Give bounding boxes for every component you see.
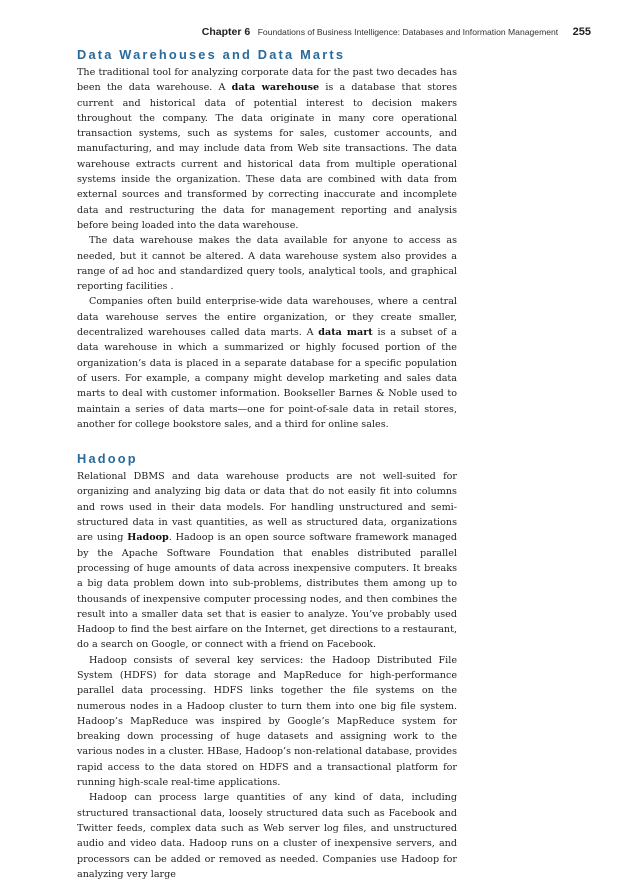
paragraph-hadoop-services: Hadoop consists of several key services: the Hadoop Distributed File System (HDFS) for data storage and MapReduce for high-performance parallel data processing. HDFS links together the file systems on the numerous nodes in a Hadoop cluster to turn them into one big file system. Hadoop’s MapReduce was inspired by Google’s MapReduce system for breaking down processing of huge datasets and assigning work to the various nodes in a cluster. HBase, Hadoop’s non-relational database, provides rapid access to the data stored on HDFS and a transactional platform for running high-scale real-time applications. [77,654,457,789]
page-body [77,46,457,882]
key-term-hadoop: Hadoop [127,532,169,544]
paragraph-data-marts: Companies often build enterprise-wide data warehouses, where a central data warehouse serves the entire organization, or they create smaller, decentralized warehouses called data marts. A data mart is a subset of a data warehouse in which a summarized or highly focused portion of the organization’s data is placed in a separate database for a specific population of users. For example, a company might develop marketing and sales data marts to deal with customer information. Bookseller Barnes & Noble used to maintain a series of data marts—one for point-of-sale data in retail stores, another for college bookstore sales, and a third for online sales. [77,296,457,430]
paragraph-hadoop-intro: Relational DBMS and data warehouse products are not well-suited for organizing and analyzing big data or data that do not easily fit into columns and rows used in their data models. For handling unstructured and semi-structured data in vast quantities, as well as structured data, organizations are using Hadoop. Hadoop is an open source software framework managed by the Apache Software Foundation that enables distributed parallel processing of huge amounts of data across inexpensive computers. It breaks a big data problem down into sub-problems, distributes them among up to thousands of inexpensive computer processing nodes, and then combines the result into a smaller data set that is easier to analyze. You’ve probably used Hadoop to find the best airfare on the Internet, get directions to a restaurant, do a search on Google, or connect with a friend on Facebook. [77,471,457,651]
running-header [60,22,591,40]
paragraph-data-warehouse-access: The data warehouse makes the data available for anyone to access as needed, but it cannot be altered. A data warehouse system also provides a range of ad hoc and standardized query tools, analytical tools, and graphical reporting facilities . [77,235,457,293]
section-heading-data-warehouses: Data Warehouses and Data Marts [77,47,346,62]
key-term-data-warehouse: data warehouse [231,82,320,94]
paragraph-data-warehouse-definition: The traditional tool for analyzing corporate data for the past two decades has been the data warehouse. A data warehouse is a database that stores current and historical data of potential interest to decision makers throughout the company. The data originate in many core operational transaction systems, such as systems for sales, customer accounts, and manufacturing, and may include data from Web site transactions. The data warehouse extracts current and historical data from multiple operational systems inside the organization. These data are combined with data from external sources and transformed by correcting inaccurate and incomplete data and restructuring the data for management reporting and analysis before being loaded into the data warehouse. [77,67,457,231]
key-term-data-mart: data mart [318,327,373,339]
chapter-label: Chapter 6 [201,26,251,38]
section-heading-hadoop: Hadoop [77,451,138,467]
paragraph-hadoop-data-types: Hadoop can process large quantities of any kind of data, including structured transactional data, loosely structured data such as Facebook and Twitter feeds, complex data such as Web server log files, and unstructured audio and video data. Hadoop runs on a cluster of inexpensive servers, and processors can be added or removed as needed. Companies use Hadoop for analyzing very large [77,792,457,880]
page-number: 255 [572,26,591,38]
chapter-title: Foundations of Business Intelligence: Databases and Information Management [257,27,559,37]
